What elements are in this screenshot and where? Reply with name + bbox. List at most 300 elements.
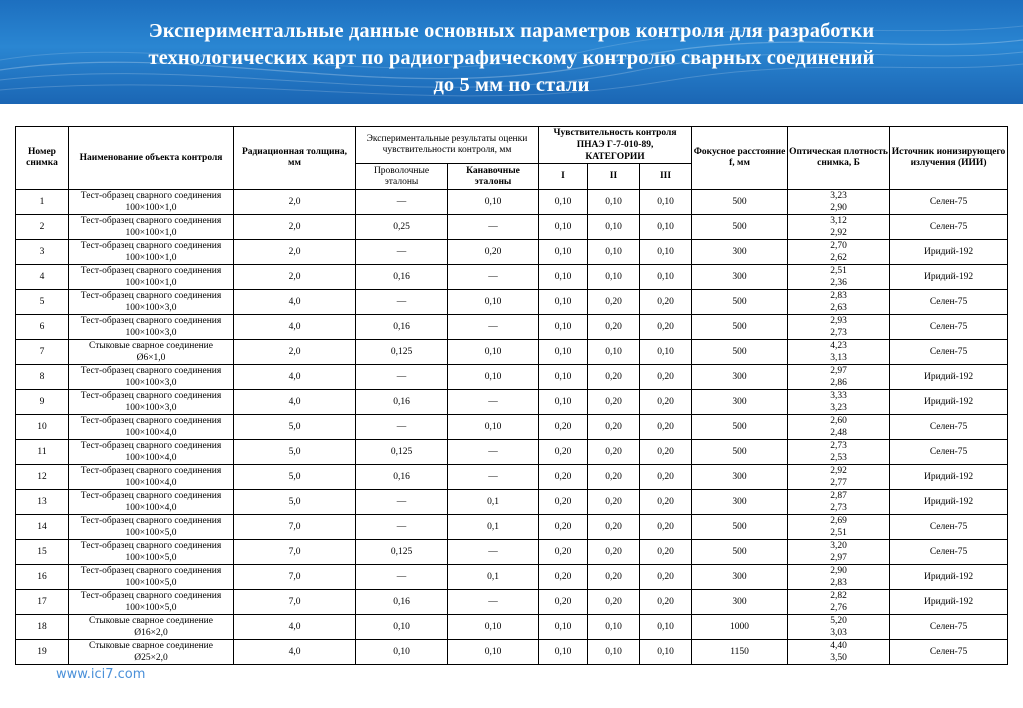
cell-wire: — <box>356 415 448 440</box>
cell-density-line2: 2,97 <box>830 553 847 563</box>
cell-thickness: 7,0 <box>234 540 356 565</box>
table-row <box>16 240 1008 265</box>
header-exp-results: Экспериментальные результаты оценки чувствительности контроля, мм <box>356 127 539 164</box>
cell-cat-1: 0,20 <box>539 515 588 540</box>
cell-object-name-line1: Стыковые сварное соединение <box>89 616 213 626</box>
cell-object-name <box>69 540 234 565</box>
cell-cat-1: 0,20 <box>539 465 588 490</box>
cell-object-name-line2: 100×100×5,0 <box>125 578 177 588</box>
cell-focus: 300 <box>692 490 788 515</box>
cell-density-line1: 2,90 <box>830 566 847 576</box>
cell-source: Селен-75 <box>890 315 1008 340</box>
cell-cat-2: 0,10 <box>588 340 640 365</box>
cell-source: Селен-75 <box>890 540 1008 565</box>
cell-groove: — <box>448 265 539 290</box>
cell-thickness: 4,0 <box>234 640 356 665</box>
cell-number: 3 <box>16 240 69 265</box>
cell-focus: 1150 <box>692 640 788 665</box>
cell-cat-1: 0,10 <box>539 615 588 640</box>
cell-object-name <box>69 240 234 265</box>
cell-object-name-line2: 100×100×1,0 <box>125 278 177 288</box>
cell-density-line1: 2,93 <box>830 316 847 326</box>
cell-cat-3: 0,10 <box>640 215 692 240</box>
cell-object-name <box>69 515 234 540</box>
cell-source: Иридий-192 <box>890 265 1008 290</box>
cell-density-line2: 2,73 <box>830 503 847 513</box>
cell-object-name <box>69 590 234 615</box>
cell-cat-2: 0,10 <box>588 265 640 290</box>
cell-cat-1: 0,10 <box>539 265 588 290</box>
cell-object-name <box>69 640 234 665</box>
cell-density-line1: 2,82 <box>830 591 847 601</box>
cell-density-line2: 3,13 <box>830 353 847 363</box>
cell-object-name <box>69 465 234 490</box>
cell-source: Иридий-192 <box>890 490 1008 515</box>
cell-cat-2: 0,20 <box>588 440 640 465</box>
cell-density <box>788 415 890 440</box>
cell-object-name-line2: 100×100×1,0 <box>125 228 177 238</box>
cell-density <box>788 240 890 265</box>
cell-cat-1: 0,20 <box>539 540 588 565</box>
cell-wire: 0,16 <box>356 265 448 290</box>
cell-focus: 300 <box>692 565 788 590</box>
title-line-2: технологических карт по радиографическому контролю сварных соединений <box>148 47 875 69</box>
cell-density <box>788 490 890 515</box>
table-row <box>16 440 1008 465</box>
cell-wire: 0,16 <box>356 390 448 415</box>
cell-object-name-line1: Тест-образец сварного соединения <box>80 566 222 576</box>
cell-object-name-line1: Тест-образец сварного соединения <box>80 216 222 226</box>
cell-density <box>788 590 890 615</box>
cell-focus: 300 <box>692 590 788 615</box>
cell-density <box>788 565 890 590</box>
table-row <box>16 265 1008 290</box>
cell-source: Иридий-192 <box>890 240 1008 265</box>
cell-object-name-line2: Ø16×2,0 <box>134 628 168 638</box>
cell-density-line2: 2,76 <box>830 603 847 613</box>
cell-object-name-line2: 100×100×4,0 <box>125 453 177 463</box>
cell-source: Селен-75 <box>890 640 1008 665</box>
cell-density-line2: 3,50 <box>830 653 847 663</box>
table-row <box>16 415 1008 440</box>
cell-groove: 0,1 <box>448 565 539 590</box>
cell-object-name-line1: Тест-образец сварного соединения <box>80 366 222 376</box>
header-cat-2: II <box>588 164 640 190</box>
cell-groove: 0,10 <box>448 615 539 640</box>
header-sensitivity-line2: ПНАЭ Г-7-010-89, <box>576 140 654 150</box>
cell-cat-1: 0,10 <box>539 190 588 215</box>
cell-focus: 300 <box>692 265 788 290</box>
cell-object-name-line1: Тест-образец сварного соединения <box>80 391 222 401</box>
cell-groove: — <box>448 440 539 465</box>
cell-density <box>788 465 890 490</box>
table-row <box>16 290 1008 315</box>
title-line-3: до 5 мм по стали <box>433 74 590 96</box>
cell-cat-3: 0,20 <box>640 565 692 590</box>
cell-cat-3: 0,20 <box>640 540 692 565</box>
cell-groove: — <box>448 390 539 415</box>
cell-wire: 0,10 <box>356 615 448 640</box>
cell-groove: 0,10 <box>448 365 539 390</box>
cell-number: 11 <box>16 440 69 465</box>
cell-groove: — <box>448 540 539 565</box>
cell-thickness: 5,0 <box>234 490 356 515</box>
cell-groove: 0,20 <box>448 240 539 265</box>
cell-density-line1: 2,87 <box>830 491 847 501</box>
cell-object-name-line2: 100×100×3,0 <box>125 303 177 313</box>
cell-focus: 300 <box>692 365 788 390</box>
table-row <box>16 615 1008 640</box>
cell-cat-3: 0,10 <box>640 340 692 365</box>
cell-density-line1: 2,83 <box>830 291 847 301</box>
cell-object-name-line1: Стыковые сварное соединение <box>89 641 213 651</box>
cell-wire: — <box>356 240 448 265</box>
cell-focus: 500 <box>692 315 788 340</box>
cell-density-line1: 4,23 <box>830 341 847 351</box>
table-row <box>16 390 1008 415</box>
cell-density-line1: 2,73 <box>830 441 847 451</box>
cell-density <box>788 315 890 340</box>
cell-thickness: 4,0 <box>234 315 356 340</box>
cell-object-name <box>69 190 234 215</box>
cell-density-line2: 2,90 <box>830 203 847 213</box>
cell-source: Селен-75 <box>890 215 1008 240</box>
cell-thickness: 2,0 <box>234 265 356 290</box>
cell-groove: 0,1 <box>448 515 539 540</box>
cell-density-line2: 3,03 <box>830 628 847 638</box>
cell-cat-1: 0,20 <box>539 590 588 615</box>
cell-cat-2: 0,20 <box>588 590 640 615</box>
cell-cat-1: 0,20 <box>539 415 588 440</box>
cell-focus: 300 <box>692 390 788 415</box>
cell-wire: — <box>356 190 448 215</box>
cell-object-name-line2: Ø6×1,0 <box>136 353 166 363</box>
header-density: Оптическая плотность снимка, Б <box>788 127 890 190</box>
cell-cat-1: 0,20 <box>539 565 588 590</box>
cell-cat-2: 0,20 <box>588 290 640 315</box>
cell-source: Селен-75 <box>890 190 1008 215</box>
cell-density-line2: 2,62 <box>830 253 847 263</box>
cell-object-name-line2: 100×100×5,0 <box>125 603 177 613</box>
cell-wire: 0,16 <box>356 465 448 490</box>
cell-density-line2: 2,83 <box>830 578 847 588</box>
cell-focus: 500 <box>692 190 788 215</box>
cell-object-name-line1: Тест-образец сварного соединения <box>80 416 222 426</box>
cell-cat-1: 0,10 <box>539 315 588 340</box>
cell-density-line2: 2,51 <box>830 528 847 538</box>
header-name: Наименование объекта контроля <box>69 127 234 190</box>
table-row <box>16 215 1008 240</box>
table-row <box>16 465 1008 490</box>
cell-thickness: 2,0 <box>234 240 356 265</box>
cell-object-name-line1: Тест-образец сварного соединения <box>80 516 222 526</box>
cell-density-line2: 2,77 <box>830 478 847 488</box>
cell-object-name-line1: Тест-образец сварного соединения <box>80 591 222 601</box>
cell-cat-1: 0,10 <box>539 390 588 415</box>
cell-cat-2: 0,20 <box>588 490 640 515</box>
cell-cat-1: 0,10 <box>539 240 588 265</box>
cell-density <box>788 615 890 640</box>
header-focus: Фокусное расстояние f, мм <box>692 127 788 190</box>
cell-focus: 300 <box>692 465 788 490</box>
cell-density <box>788 215 890 240</box>
cell-object-name-line2: 100×100×4,0 <box>125 503 177 513</box>
cell-thickness: 7,0 <box>234 590 356 615</box>
cell-object-name <box>69 265 234 290</box>
cell-number: 14 <box>16 515 69 540</box>
cell-number: 12 <box>16 465 69 490</box>
cell-density-line1: 3,20 <box>830 541 847 551</box>
cell-source: Иридий-192 <box>890 365 1008 390</box>
cell-object-name-line2: 100×100×3,0 <box>125 403 177 413</box>
cell-density-line1: 2,51 <box>830 266 847 276</box>
cell-object-name-line1: Тест-образец сварного соединения <box>80 266 222 276</box>
cell-wire: — <box>356 565 448 590</box>
cell-groove: — <box>448 465 539 490</box>
cell-number: 7 <box>16 340 69 365</box>
cell-source: Селен-75 <box>890 290 1008 315</box>
cell-number: 1 <box>16 190 69 215</box>
header-source: Источник ионизирующего излучения (ИИИ) <box>890 127 1008 190</box>
cell-number: 6 <box>16 315 69 340</box>
cell-thickness: 5,0 <box>234 440 356 465</box>
cell-density <box>788 290 890 315</box>
cell-thickness: 4,0 <box>234 290 356 315</box>
cell-density-line2: 2,36 <box>830 278 847 288</box>
cell-object-name-line1: Тест-образец сварного соединения <box>80 441 222 451</box>
cell-cat-3: 0,20 <box>640 415 692 440</box>
header-wire: Проволочные эталоны <box>356 164 448 190</box>
cell-number: 4 <box>16 265 69 290</box>
cell-wire: 0,125 <box>356 440 448 465</box>
cell-source: Иридий-192 <box>890 565 1008 590</box>
cell-cat-1: 0,10 <box>539 365 588 390</box>
cell-source: Иридий-192 <box>890 465 1008 490</box>
cell-density-line1: 3,33 <box>830 391 847 401</box>
header-sensitivity-line3: КАТЕГОРИИ <box>585 152 645 162</box>
header-groove: Канавочные эталоны <box>448 164 539 190</box>
cell-density-line2: 2,48 <box>830 428 847 438</box>
cell-source: Иридий-192 <box>890 590 1008 615</box>
cell-number: 18 <box>16 615 69 640</box>
cell-wire: 0,16 <box>356 590 448 615</box>
cell-focus: 500 <box>692 415 788 440</box>
cell-density-line1: 2,70 <box>830 241 847 251</box>
cell-groove: — <box>448 315 539 340</box>
cell-object-name <box>69 490 234 515</box>
cell-thickness: 4,0 <box>234 390 356 415</box>
header-sensitivity-line1: Чувствительность контроля <box>553 128 677 138</box>
cell-source: Селен-75 <box>890 340 1008 365</box>
cell-object-name-line2: 100×100×4,0 <box>125 478 177 488</box>
cell-object-name-line2: Ø25×2,0 <box>134 653 168 663</box>
table-body <box>16 190 1008 665</box>
page-title <box>0 18 1023 99</box>
cell-object-name <box>69 415 234 440</box>
cell-wire: — <box>356 290 448 315</box>
cell-wire: 0,125 <box>356 540 448 565</box>
header-cat-3: III <box>640 164 692 190</box>
cell-cat-2: 0,10 <box>588 215 640 240</box>
cell-cat-3: 0,10 <box>640 190 692 215</box>
cell-cat-2: 0,20 <box>588 315 640 340</box>
cell-object-name <box>69 390 234 415</box>
cell-number: 19 <box>16 640 69 665</box>
cell-cat-1: 0,10 <box>539 340 588 365</box>
cell-wire: — <box>356 365 448 390</box>
cell-object-name <box>69 365 234 390</box>
cell-object-name <box>69 215 234 240</box>
cell-density <box>788 265 890 290</box>
cell-source: Селен-75 <box>890 415 1008 440</box>
cell-density <box>788 440 890 465</box>
header-num: Номер снимка <box>16 127 69 190</box>
header-sensitivity <box>539 127 692 164</box>
cell-object-name-line1: Тест-образец сварного соединения <box>80 466 222 476</box>
cell-object-name-line1: Тест-образец сварного соединения <box>80 541 222 551</box>
cell-number: 13 <box>16 490 69 515</box>
cell-cat-3: 0,20 <box>640 515 692 540</box>
cell-thickness: 5,0 <box>234 465 356 490</box>
cell-focus: 500 <box>692 440 788 465</box>
cell-cat-2: 0,10 <box>588 190 640 215</box>
cell-groove: 0,10 <box>448 640 539 665</box>
cell-cat-1: 0,10 <box>539 640 588 665</box>
cell-wire: — <box>356 490 448 515</box>
cell-object-name <box>69 615 234 640</box>
cell-object-name-line1: Тест-образец сварного соединения <box>80 241 222 251</box>
cell-cat-1: 0,20 <box>539 490 588 515</box>
table-row <box>16 640 1008 665</box>
header-cat-1: I <box>539 164 588 190</box>
table-row <box>16 565 1008 590</box>
cell-cat-3: 0,10 <box>640 265 692 290</box>
cell-source: Селен-75 <box>890 615 1008 640</box>
cell-cat-1: 0,20 <box>539 440 588 465</box>
cell-groove: — <box>448 215 539 240</box>
cell-thickness: 4,0 <box>234 615 356 640</box>
cell-cat-3: 0,20 <box>640 490 692 515</box>
cell-object-name-line2: 100×100×1,0 <box>125 203 177 213</box>
cell-density-line1: 5,20 <box>830 616 847 626</box>
cell-cat-2: 0,20 <box>588 465 640 490</box>
cell-object-name-line1: Тест-образец сварного соединения <box>80 191 222 201</box>
cell-focus: 300 <box>692 240 788 265</box>
data-table <box>15 126 1008 665</box>
title-banner <box>0 0 1023 104</box>
cell-density <box>788 540 890 565</box>
cell-cat-2: 0,20 <box>588 565 640 590</box>
cell-groove: 0,10 <box>448 190 539 215</box>
cell-focus: 500 <box>692 290 788 315</box>
cell-number: 10 <box>16 415 69 440</box>
table-row <box>16 490 1008 515</box>
cell-thickness: 7,0 <box>234 515 356 540</box>
cell-density <box>788 340 890 365</box>
cell-thickness: 2,0 <box>234 340 356 365</box>
data-table-container <box>15 126 1007 665</box>
cell-density <box>788 640 890 665</box>
cell-density-line2: 2,92 <box>830 228 847 238</box>
table-row <box>16 190 1008 215</box>
cell-number: 17 <box>16 590 69 615</box>
cell-object-name-line2: 100×100×1,0 <box>125 253 177 263</box>
cell-wire: — <box>356 515 448 540</box>
cell-number: 5 <box>16 290 69 315</box>
cell-object-name-line2: 100×100×3,0 <box>125 378 177 388</box>
cell-cat-3: 0,20 <box>640 290 692 315</box>
cell-density-line2: 2,73 <box>830 328 847 338</box>
cell-object-name-line1: Стыковые сварное соединение <box>89 341 213 351</box>
cell-cat-3: 0,20 <box>640 315 692 340</box>
table-row <box>16 515 1008 540</box>
cell-object-name <box>69 315 234 340</box>
cell-cat-3: 0,20 <box>640 365 692 390</box>
table-row <box>16 590 1008 615</box>
cell-object-name-line1: Тест-образец сварного соединения <box>80 491 222 501</box>
cell-density-line1: 2,69 <box>830 516 847 526</box>
cell-wire: 0,10 <box>356 640 448 665</box>
table-header <box>16 127 1008 190</box>
cell-number: 16 <box>16 565 69 590</box>
cell-cat-3: 0,20 <box>640 465 692 490</box>
cell-cat-2: 0,10 <box>588 615 640 640</box>
cell-focus: 500 <box>692 215 788 240</box>
cell-thickness: 4,0 <box>234 365 356 390</box>
cell-thickness: 7,0 <box>234 565 356 590</box>
cell-density <box>788 190 890 215</box>
cell-thickness: 2,0 <box>234 215 356 240</box>
cell-object-name-line2: 100×100×5,0 <box>125 553 177 563</box>
table-row <box>16 340 1008 365</box>
cell-object-name-line2: 100×100×3,0 <box>125 328 177 338</box>
cell-object-name <box>69 440 234 465</box>
cell-density-line1: 3,12 <box>830 216 847 226</box>
cell-wire: 0,25 <box>356 215 448 240</box>
cell-groove: 0,10 <box>448 340 539 365</box>
cell-object-name <box>69 340 234 365</box>
cell-wire: 0,125 <box>356 340 448 365</box>
cell-density-line1: 2,92 <box>830 466 847 476</box>
cell-density-line1: 4,40 <box>830 641 847 651</box>
cell-cat-2: 0,20 <box>588 365 640 390</box>
table-row <box>16 365 1008 390</box>
cell-groove: 0,10 <box>448 290 539 315</box>
cell-cat-2: 0,20 <box>588 515 640 540</box>
cell-groove: 0,1 <box>448 490 539 515</box>
cell-density-line1: 2,97 <box>830 366 847 376</box>
cell-cat-3: 0,10 <box>640 240 692 265</box>
cell-number: 8 <box>16 365 69 390</box>
cell-cat-2: 0,20 <box>588 390 640 415</box>
cell-thickness: 5,0 <box>234 415 356 440</box>
cell-source: Селен-75 <box>890 440 1008 465</box>
cell-cat-2: 0,20 <box>588 540 640 565</box>
cell-density <box>788 515 890 540</box>
table-row <box>16 540 1008 565</box>
cell-density <box>788 365 890 390</box>
cell-object-name-line2: 100×100×4,0 <box>125 428 177 438</box>
cell-cat-3: 0,10 <box>640 640 692 665</box>
cell-cat-3: 0,20 <box>640 590 692 615</box>
cell-object-name-line1: Тест-образец сварного соединения <box>80 316 222 326</box>
cell-density <box>788 390 890 415</box>
cell-groove: — <box>448 590 539 615</box>
cell-source: Иридий-192 <box>890 390 1008 415</box>
cell-density-line2: 2,86 <box>830 378 847 388</box>
cell-density-line2: 2,53 <box>830 453 847 463</box>
cell-focus: 500 <box>692 340 788 365</box>
